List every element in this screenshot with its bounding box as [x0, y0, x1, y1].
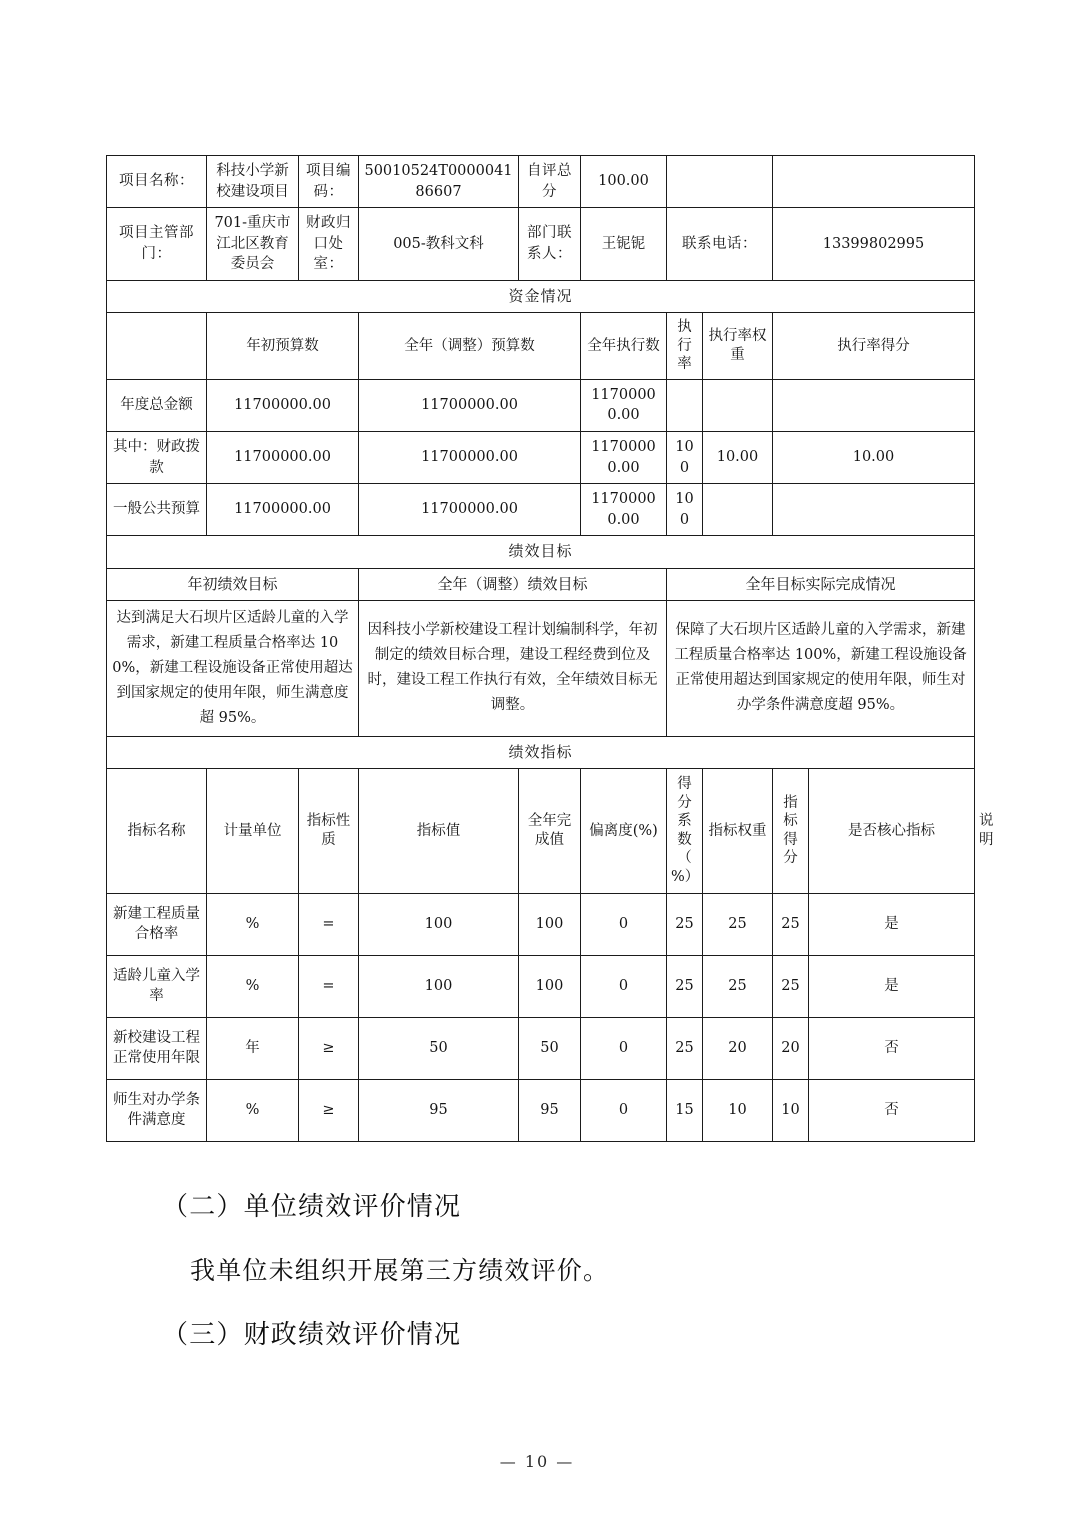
self-score-label: 自评总分 [519, 156, 581, 208]
indicator-unit: 年 [207, 1017, 299, 1079]
indicator-core: 否 [809, 1079, 975, 1141]
indicator-name: 新建工程质量合格率 [107, 893, 207, 955]
finance-office-label: 财政归口处室： [299, 208, 359, 281]
funds-begin-budget: 11700000.00 [207, 484, 359, 536]
table-row [107, 313, 975, 380]
empty-cell-a [667, 156, 773, 208]
goal-adjusted-text: 因科技小学新校建设工程计划编制科学，年初制定的绩效目标合理，建设工程经费到位及时，建设工程工作执行有效，全年绩效目标无调整。 [359, 600, 667, 736]
table-row [107, 536, 975, 568]
funds-exec-weight [703, 379, 773, 431]
indicator-nature: = [299, 955, 359, 1017]
funds-exec-rate [667, 379, 703, 431]
indicator-header-target: 指标值 [359, 768, 519, 893]
goal-initial-text: 达到满足大石坝片区适龄儿童的入学需求，新建工程质量合格率达 100%，新建工程设施设备正常使用超达到国家规定的使用年限，师生满意度超 95%。 [107, 600, 359, 736]
funds-exec-score: 10.00 [773, 431, 975, 483]
table-row: 指标名称 计量单位 指标性质 指标值 全年完成值 偏离度(%) 得分系数（%） 指标权重 指标得分 是否核心指标 说明 [107, 768, 975, 893]
project-code-value: 50010524T000004186607 [359, 156, 519, 208]
table-row [107, 208, 975, 281]
indicator-score: 25 [773, 955, 809, 1017]
table-row [107, 568, 975, 600]
indicator-target: 100 [359, 955, 519, 1017]
indicator-target: 100 [359, 893, 519, 955]
phone-value: 13399802995 [773, 208, 975, 281]
funds-exec-weight: 10.00 [703, 431, 773, 483]
self-score-value: 100.00 [581, 156, 667, 208]
funds-row-label: 其中：财政拨款 [107, 431, 207, 483]
funds-executed: 11700000.00 [581, 431, 667, 483]
funds-executed: 11700000.00 [581, 379, 667, 431]
indicator-deviation: 0 [581, 893, 667, 955]
indicator-actual: 100 [519, 955, 581, 1017]
goal-actual-text: 保障了大石坝片区适龄儿童的入学需求，新建工程质量合格率达 100%，新建工程设施设备正常使用超达到国家规定的使用年限，师生对办学条件满意度超 95%。 [667, 600, 975, 736]
funds-exec-weight [703, 484, 773, 536]
phone-label: 联系电话： [667, 208, 773, 281]
indicator-unit: % [207, 955, 299, 1017]
table-row [107, 379, 975, 431]
table-row [107, 600, 975, 736]
table-row [107, 280, 975, 312]
table-row [107, 431, 975, 483]
goals-header-initial: 年初绩效目标 [107, 568, 359, 600]
project-name-value: 科技小学新校建设项目 [207, 156, 299, 208]
funds-adjusted-budget: 11700000.00 [359, 379, 581, 431]
dept-value: 701-重庆市江北区教育委员会 [207, 208, 299, 281]
table-row [107, 1017, 975, 1079]
indicator-header-nature: 指标性质 [299, 768, 359, 893]
empty-cell-b [773, 156, 975, 208]
goals-header-adjusted: 全年（调整）绩效目标 [359, 568, 667, 600]
funds-exec-score [773, 484, 975, 536]
funds-exec-score [773, 379, 975, 431]
funds-header-exec-score: 执行率得分 [773, 313, 975, 380]
funds-row-label: 年度总金额 [107, 379, 207, 431]
indicator-header-unit: 计量单位 [207, 768, 299, 893]
indicator-unit: % [207, 1079, 299, 1141]
contact-value: 王铌铌 [581, 208, 667, 281]
goals-header-actual: 全年目标实际完成情况 [667, 568, 975, 600]
page-number-footer: — 10 — [499, 1452, 575, 1471]
funds-header-exec-rate: 执行率 [667, 313, 703, 380]
table-row [107, 156, 975, 208]
performance-evaluation-table [106, 155, 994, 1142]
indicator-target: 95 [359, 1079, 519, 1141]
indicator-header-weight: 指标权重 [703, 768, 773, 893]
indicator-unit: % [207, 893, 299, 955]
indicator-name: 师生对办学条件满意度 [107, 1079, 207, 1141]
indicator-core: 是 [809, 893, 975, 955]
indicator-core: 是 [809, 955, 975, 1017]
funds-executed: 11700000.00 [581, 484, 667, 536]
funds-exec-rate: 100 [667, 431, 703, 483]
indicator-actual: 50 [519, 1017, 581, 1079]
funds-begin-budget: 11700000.00 [207, 379, 359, 431]
finance-office-value: 005-教科文科 [359, 208, 519, 281]
indicator-nature: ≥ [299, 1017, 359, 1079]
funds-section-title: 资金情况 [107, 280, 975, 312]
indicator-header-coefficient: 得分系数（%） [667, 768, 703, 893]
indicator-coefficient: 25 [667, 1017, 703, 1079]
indicator-actual: 100 [519, 893, 581, 955]
funds-header-exec-weight: 执行率权重 [703, 313, 773, 380]
indicator-deviation: 0 [581, 955, 667, 1017]
indicator-coefficient: 15 [667, 1079, 703, 1141]
indicator-coefficient: 25 [667, 893, 703, 955]
indicator-score: 20 [773, 1017, 809, 1079]
indicator-header-score: 指标得分 [773, 768, 809, 893]
indicator-header-core: 是否核心指标 [809, 768, 975, 893]
table-row [107, 955, 975, 1017]
goals-section-title: 绩效目标 [107, 536, 975, 568]
indicator-nature: = [299, 893, 359, 955]
funds-header-executed: 全年执行数 [581, 313, 667, 380]
project-name-label: 项目名称： [107, 156, 207, 208]
paragraph-unit-performance-evaluation: 我单位未组织开展第三方绩效评价。 [190, 1256, 610, 1285]
indicator-target: 50 [359, 1017, 519, 1079]
table-row [107, 1079, 975, 1141]
indicator-weight: 25 [703, 955, 773, 1017]
funds-header-adjusted-budget: 全年（调整）预算数 [359, 313, 581, 380]
funds-header-blank [107, 313, 207, 380]
funds-exec-rate: 100 [667, 484, 703, 536]
funds-begin-budget: 11700000.00 [207, 431, 359, 483]
dept-label: 项目主管部门： [107, 208, 207, 281]
contact-label: 部门联系人： [519, 208, 581, 281]
indicator-header-actual: 全年完成值 [519, 768, 581, 893]
indicator-name: 新校建设工程正常使用年限 [107, 1017, 207, 1079]
table-row [107, 484, 975, 536]
funds-header-begin-budget: 年初预算数 [207, 313, 359, 380]
heading-unit-performance-evaluation: （二）单位绩效评价情况 [162, 1192, 462, 1222]
project-code-label: 项目编码： [299, 156, 359, 208]
indicator-deviation: 0 [581, 1017, 667, 1079]
funds-adjusted-budget: 11700000.00 [359, 484, 581, 536]
indicator-weight: 25 [703, 893, 773, 955]
table-row [107, 736, 975, 768]
indicator-header-deviation: 偏离度(%) [581, 768, 667, 893]
indicator-deviation: 0 [581, 1079, 667, 1141]
indicators-section-title: 绩效指标 [107, 736, 975, 768]
funds-adjusted-budget: 11700000.00 [359, 431, 581, 483]
indicator-score: 25 [773, 893, 809, 955]
indicator-weight: 20 [703, 1017, 773, 1079]
indicator-weight: 10 [703, 1079, 773, 1141]
indicator-score: 10 [773, 1079, 809, 1141]
indicator-nature: ≥ [299, 1079, 359, 1141]
table-row [107, 893, 975, 955]
indicator-name: 适龄儿童入学率 [107, 955, 207, 1017]
heading-finance-performance-evaluation: （三）财政绩效评价情况 [162, 1320, 462, 1350]
indicator-actual: 95 [519, 1079, 581, 1141]
indicator-header-name: 指标名称 [107, 768, 207, 893]
indicator-coefficient: 25 [667, 955, 703, 1017]
indicator-core: 否 [809, 1017, 975, 1079]
funds-row-label: 一般公共预算 [107, 484, 207, 536]
